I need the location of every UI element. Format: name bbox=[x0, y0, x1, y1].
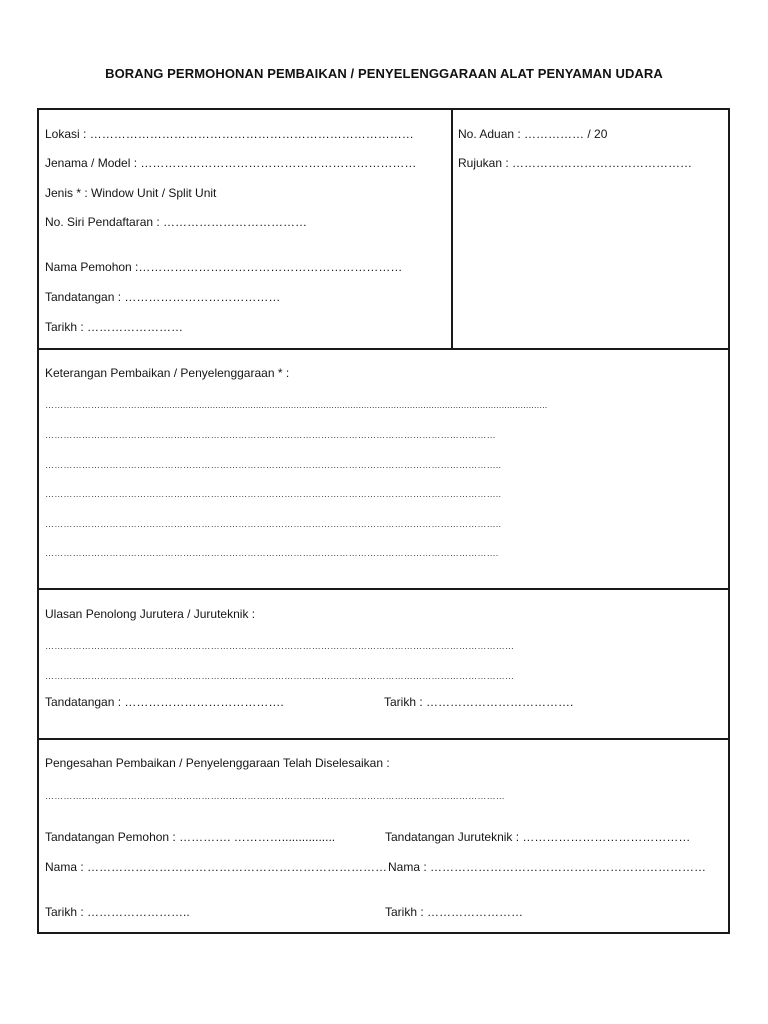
rujukan-field[interactable]: Rujukan : ……………………………………… bbox=[458, 156, 693, 170]
nama-juruteknik-field[interactable]: Nama : …………………………………………………………… bbox=[388, 860, 707, 874]
jenis-field[interactable]: Jenis * : Window Unit / Split Unit bbox=[45, 186, 217, 200]
ulasan-line[interactable]: ……………………………………………………………………………………………………………………………………… bbox=[45, 641, 515, 651]
no-siri-field[interactable]: No. Siri Pendaftaran : ……………………………… bbox=[45, 215, 308, 229]
complaint-form bbox=[37, 108, 730, 934]
nama-pemohon-field[interactable]: Nama Pemohon :………………………………………………………… bbox=[45, 260, 403, 274]
ulasan-tandatangan-field[interactable]: Tandatangan : …………………………………. bbox=[45, 695, 284, 709]
section-divider-1 bbox=[39, 348, 728, 350]
keterangan-line[interactable]: …………………………........................................................................................................................................................ bbox=[45, 400, 548, 410]
tandatangan-juruteknik-field[interactable]: Tandatangan Juruteknik : …………………………………… bbox=[385, 830, 691, 844]
keterangan-label: Keterangan Pembaikan / Penyelenggaraan * : bbox=[45, 366, 290, 380]
no-aduan-field[interactable]: No. Aduan : …………… / 20 bbox=[458, 127, 608, 141]
jenama-model-field[interactable]: Jenama / Model : …………………………………………………………… bbox=[45, 156, 417, 170]
section-divider-2 bbox=[39, 588, 728, 590]
nama-pemohon-sign-field[interactable]: Nama : ………………………………………………………………… bbox=[45, 860, 388, 874]
pengesahan-label: Pengesahan Pembaikan / Penyelenggaraan Telah Diselesaikan : bbox=[45, 756, 390, 770]
keterangan-line[interactable]: ………………………………………………………………………………………………………………………………….. bbox=[45, 489, 502, 499]
keterangan-line[interactable]: ………………………………………………………………………………………………………………………………….. bbox=[45, 519, 502, 529]
pengesahan-line[interactable]: …………………………………………………………………………………………………………………………………… bbox=[45, 791, 505, 801]
tandatangan-field[interactable]: Tandatangan : ………………………………… bbox=[45, 290, 281, 304]
tarikh-field[interactable]: Tarikh : …………………… bbox=[45, 320, 184, 334]
keterangan-line[interactable]: ………………………………………………………………………………………………………………………………….. bbox=[45, 460, 502, 470]
ulasan-line[interactable]: ……………………………………………………………………………………………………………………………………… bbox=[45, 671, 515, 681]
tarikh-juruteknik-field[interactable]: Tarikh : …………………… bbox=[385, 905, 524, 919]
section1-divider bbox=[451, 110, 453, 350]
section-divider-3 bbox=[39, 738, 728, 740]
ulasan-label: Ulasan Penolong Jurutera / Juruteknik : bbox=[45, 607, 256, 621]
keterangan-line[interactable]: ………………………………………………………………………………………………………………………………… bbox=[45, 430, 496, 440]
tandatangan-pemohon-field[interactable]: Tandatangan Pemohon : …………. …………................ bbox=[45, 830, 336, 844]
ulasan-tarikh-field[interactable]: Tarikh : ………………………………. bbox=[384, 695, 574, 709]
lokasi-field[interactable]: Lokasi : ……………………………………………………………………… bbox=[45, 127, 414, 141]
form-title: BORANG PERMOHONAN PEMBAIKAN / PENYELENGGARAAN ALAT PENYAMAN UDARA bbox=[105, 66, 663, 81]
keterangan-line[interactable]: …………………………………………………………………………………………………………………………………. bbox=[45, 548, 499, 558]
tarikh-pemohon-field[interactable]: Tarikh : …………………….. bbox=[45, 905, 190, 919]
